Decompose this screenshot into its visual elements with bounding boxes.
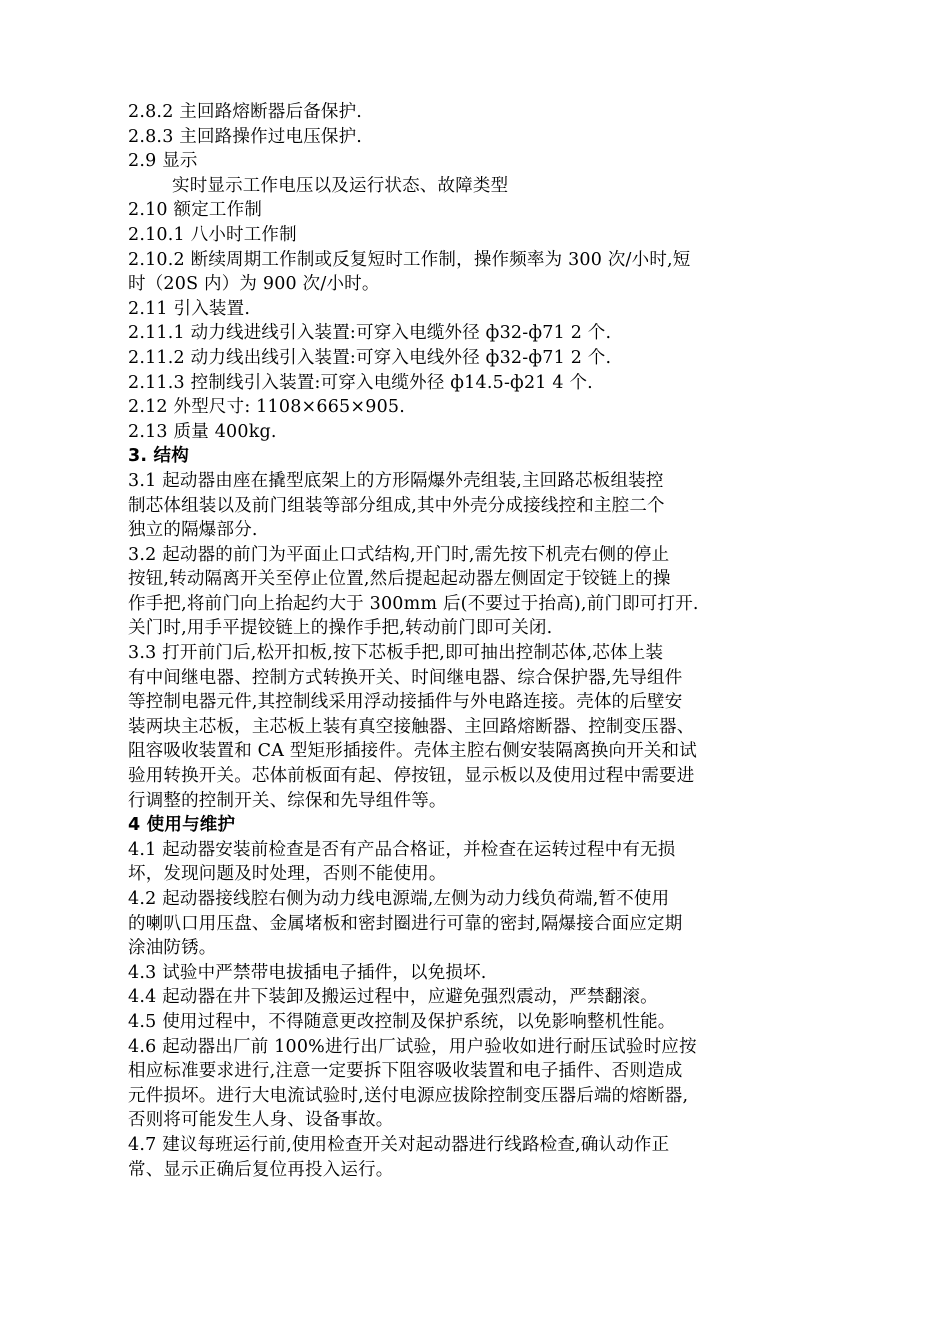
text-line: 4.2 起动器接线腔右侧为动力线电源端,左侧为动力线负荷端,暂不使用	[128, 889, 670, 909]
section-title: 2.10 额定工作制	[128, 200, 263, 221]
text-line: 4.5 使用过程中，不得随意更改控制及保护系统，以免影响整机性能。	[128, 1011, 676, 1032]
text-line: 2.8.2 主回路熔断器后备保护.	[128, 102, 363, 122]
text-line: 4.1 起动器安装前检查是否有产品合格证，并检查在运转过程中有无损	[128, 839, 676, 860]
chapter-heading: 3. 结构	[128, 446, 189, 467]
text-line: 关门时,用手平提铰链上的操作手把,转动前门即可关闭.	[128, 618, 553, 639]
text-line: 元件损坏。进行大电流试验时,送付电源应拔除控制变压器后端的熔断器,	[128, 1085, 689, 1106]
text-line: 有中间继电器、控制方式转换开关、时间继电器、综合保护器,先导组件	[128, 667, 683, 688]
text-line: 2.12 外型尺寸: 1108×665×905.	[128, 397, 406, 418]
text-line: 独立的隔爆部分.	[128, 520, 258, 541]
text-line: 按钮,转动隔离开关至停止位置,然后提起起动器左侧固定于铰链上的操	[128, 569, 671, 590]
text-line: 相应标准要求进行,注意一定要拆下阻容吸收装置和电子插件、否则造成	[128, 1061, 683, 1082]
text-line: 4.4 起动器在井下装卸及搬运过程中，应避免强烈震动，严禁翻滚。	[128, 987, 658, 1008]
text-line: 3.1 起动器由座在撬型底架上的方形隔爆外壳组装,主回路芯板组装控	[128, 470, 664, 491]
text-line: 行调整的控制开关、综保和先导组件等。	[128, 790, 447, 811]
text-line: 等控制电器元件,其控制线采用浮动接插件与外电路连接。壳体的后壁安	[128, 692, 683, 713]
text-line: 作手把,将前门向上抬起约大于 300mm 后(不要过于抬高),前门即可打开.	[128, 593, 699, 614]
section-title: 2.9 显示	[128, 151, 198, 172]
text-line: 3.2 起动器的前门为平面止口式结构,开门时,需先按下机壳右侧的停止	[128, 544, 670, 565]
chapter-heading: 4 使用与维护	[128, 815, 236, 836]
text-line: 常、显示正确后复位再投入运行。	[128, 1159, 394, 1180]
text-line: 2.10.1 八小时工作制	[128, 224, 297, 245]
text-line: 4.3 试验中严禁带电拔插电子插件，以免损坏.	[128, 962, 487, 983]
text-line: 2.13 质量 400kg.	[128, 421, 277, 442]
text-line: 3.3 打开前门后,松开扣板,按下芯板手把,即可抽出控制芯体,芯体上装	[128, 643, 664, 664]
text-line: 2.11.1 动力线进线引入装置:可穿入电缆外径 ф32-ф71 2 个.	[128, 323, 612, 344]
text-line: 否则将可能发生人身、设备事故。	[128, 1110, 394, 1131]
section-title: 2.11 引入装置.	[128, 298, 251, 319]
text-line: 2.11.2 动力线出线引入装置:可穿入电线外径 ф32-ф71 2 个.	[128, 347, 612, 368]
text-line: 4.6 起动器出厂前 100%进行出厂试验，用户验收如进行耐压试验时应按	[128, 1036, 697, 1057]
text-line: 装两块主芯板，主芯板上装有真空接触器、主回路熔断器、控制变压器、	[128, 716, 695, 737]
text-line: 2.10.2 断续周期工作制或反复短时工作制，操作频率为 300 次/小时,短	[128, 249, 691, 270]
text-line: 实时显示工作电压以及运行状态、故障类型	[172, 175, 509, 196]
text-line: 2.8.3 主回路操作过电压保护.	[128, 126, 363, 147]
document-body	[128, 100, 828, 1182]
text-line: 验用转换开关。芯体前板面有起、停按钮，显示板以及使用过程中需要进	[128, 766, 695, 787]
text-line: 制芯体组装以及前门组装等部分组成,其中外壳分成接线控和主腔二个	[128, 495, 665, 516]
text-line: 4.7 建议每班运行前,使用检查开关对起动器进行线路检查,确认动作正	[128, 1134, 670, 1155]
text-line: 坏，发现问题及时处理，否则不能使用。	[128, 864, 447, 885]
text-line: 的喇叭口用压盘、金属堵板和密封圈进行可靠的密封,隔爆接合面应定期	[128, 913, 683, 934]
text-line: 时（20S 内）为 900 次/小时。	[128, 274, 380, 295]
text-line: 涂油防锈。	[128, 938, 217, 959]
text-line: 阻容吸收装置和 CA 型矩形插接件。壳体主腔右侧安装隔离换向开关和试	[128, 741, 697, 762]
text-line: 2.11.3 控制线引入装置:可穿入电缆外径 ф14.5-ф21 4 个.	[128, 372, 593, 393]
